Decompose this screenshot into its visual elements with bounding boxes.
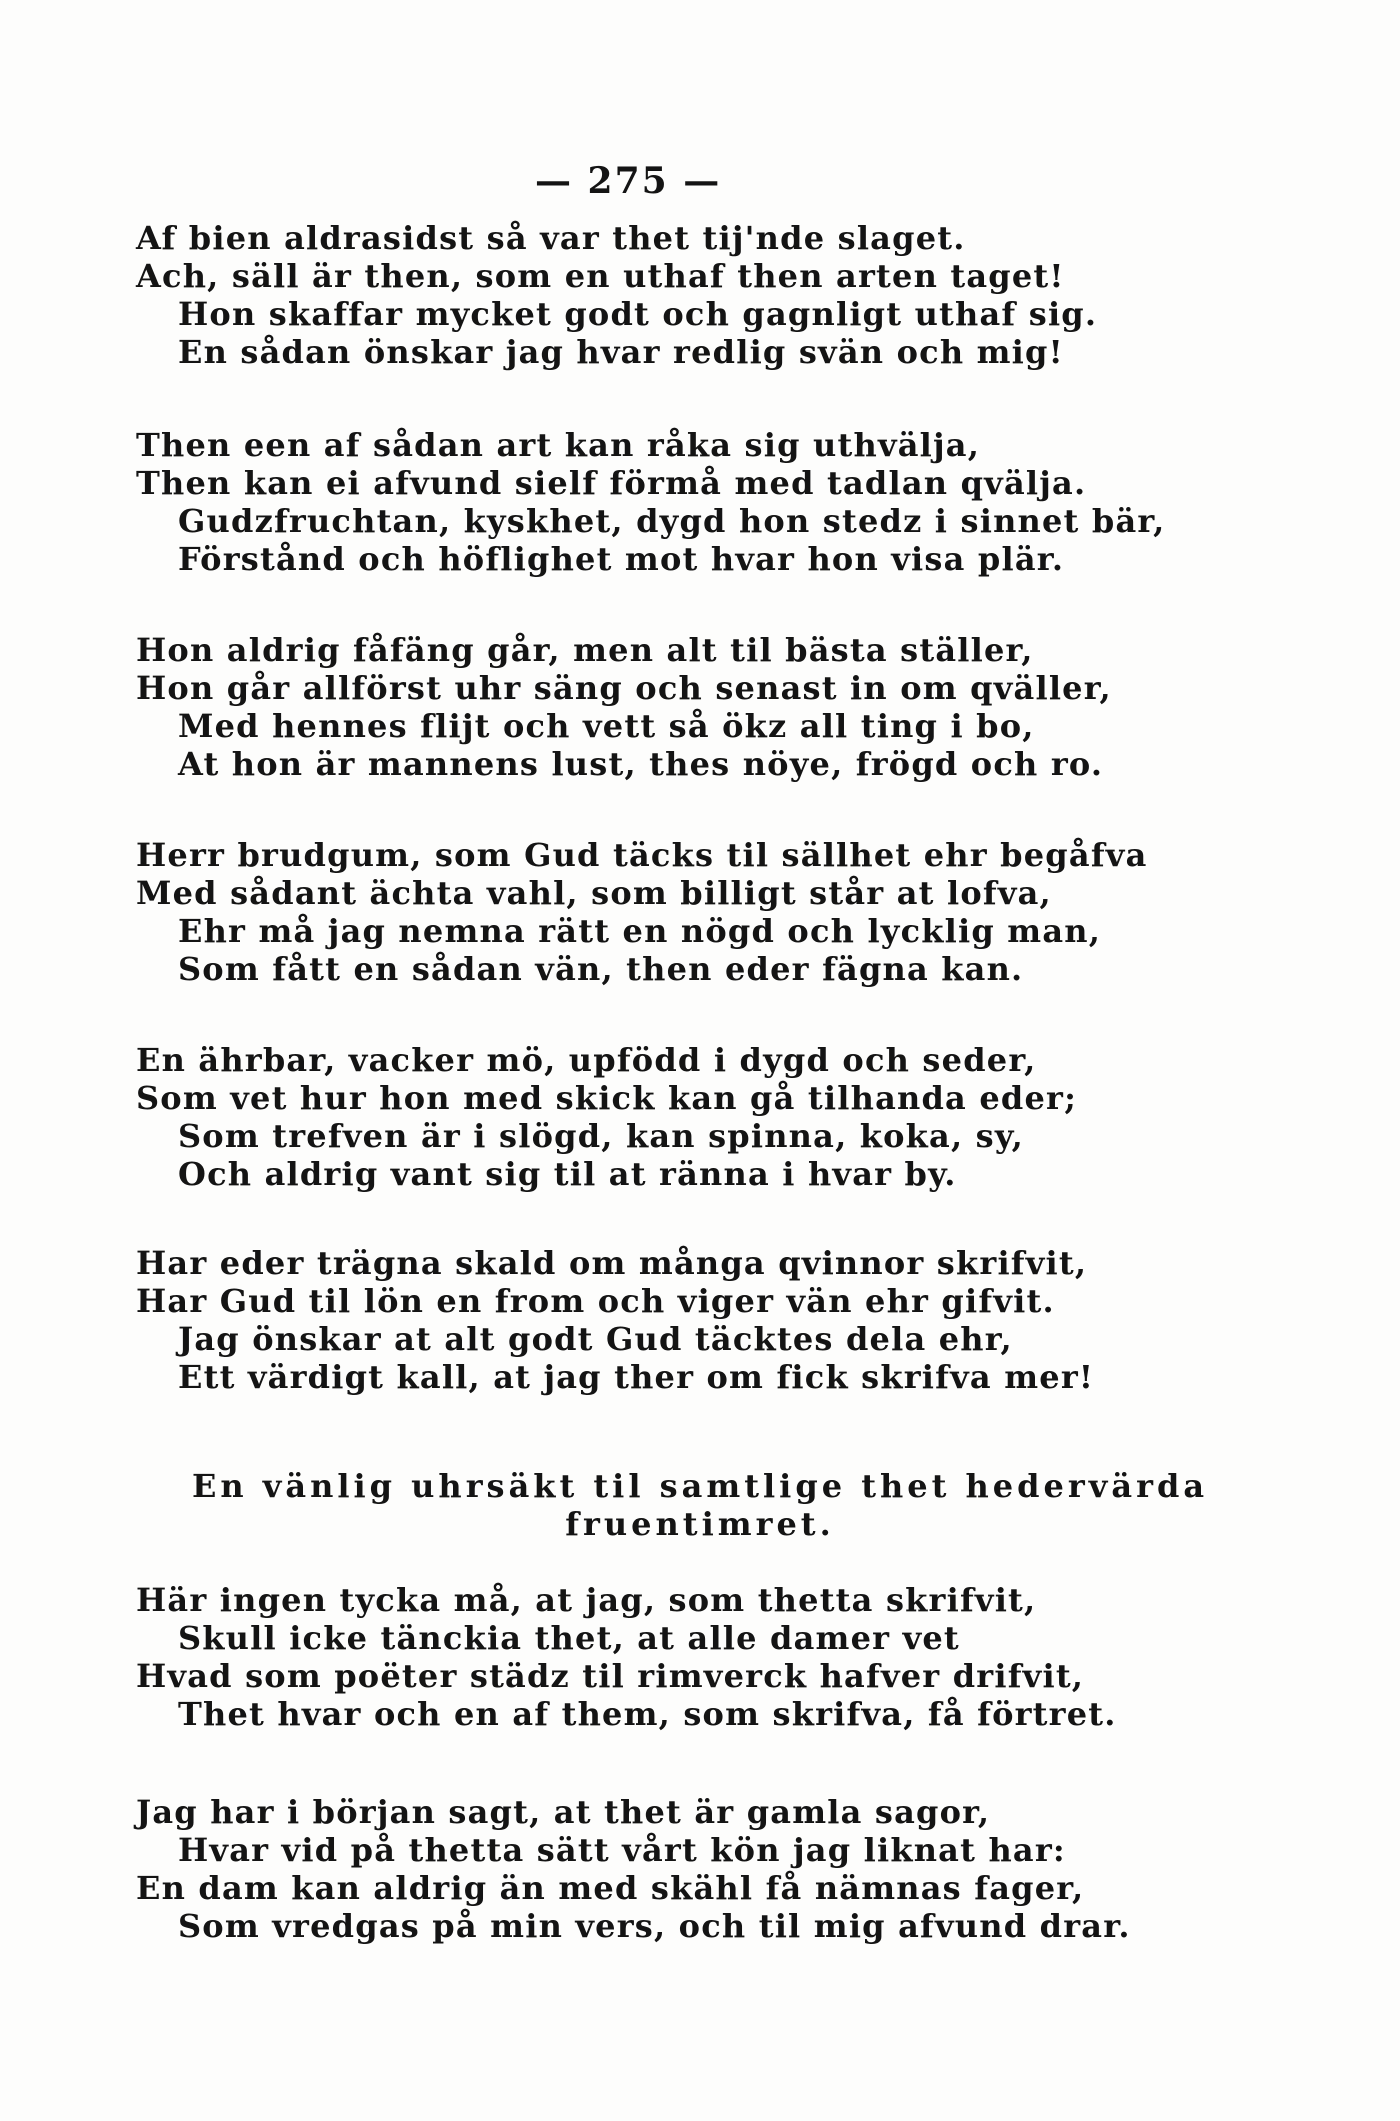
poem-line: Thet hvar och en af them, som skrifva, få förtret.	[178, 1695, 1117, 1733]
poem-line: Har eder trägna skald om många qvinnor skrifvit,	[136, 1244, 1088, 1282]
poem-line: Som vredgas på min vers, och til mig afvund drar.	[178, 1907, 1131, 1945]
poem-line: At hon är mannens lust, thes nöye, frögd och ro.	[178, 745, 1104, 783]
poem-line: Med sådant ächta vahl, som billigt står at lofva,	[136, 874, 1052, 912]
poem-line: Här ingen tycka må, at jag, som thetta skrifvit,	[136, 1581, 1037, 1619]
poem-line: Hvar vid på thetta sätt vårt kön jag liknat har:	[178, 1831, 1066, 1869]
page-number: — 275 —	[535, 160, 722, 202]
poem-line: Och aldrig vant sig til at ränna i hvar by.	[178, 1155, 957, 1193]
poem-line: Jag önskar at alt godt Gud täcktes dela ehr,	[178, 1320, 1013, 1358]
poem-line: En dam kan aldrig än med skähl få nämnas fager,	[136, 1869, 1085, 1907]
poem-line: Med hennes flijt och vett så ökz all ting i bo,	[178, 707, 1035, 745]
poem-line: Ach, säll är then, som en uthaf then arten taget!	[136, 257, 1065, 295]
section-heading: En vänlig uhrsäkt til samtlige thet hedervärda	[191, 1467, 1209, 1505]
poem-line: Gudzfruchtan, kyskhet, dygd hon stedz i sinnet bär,	[178, 502, 1166, 540]
poem-line: Som trefven är i slögd, kan spinna, koka, sy,	[178, 1117, 1024, 1155]
poem-line: Hvad som poëter städz til rimverck hafver drifvit,	[136, 1657, 1085, 1695]
poem-line: Som fått en sådan vän, then eder fägna kan.	[178, 950, 1024, 988]
poem-line: Hon går allförst uhr säng och senast in om qväller,	[136, 669, 1112, 707]
poem-line: Skull icke tänckia thet, at alle damer vet	[178, 1619, 960, 1657]
poem-line: Ehr må jag nemna rätt en nögd och lycklig man,	[178, 912, 1102, 950]
poem-line: Hon skaffar mycket godt och gagnligt uthaf sig.	[178, 295, 1098, 333]
poem-line: Förstånd och höflighet mot hvar hon visa plär.	[178, 540, 1065, 578]
poem-line: Then een af sådan art kan råka sig uthvälja,	[136, 426, 981, 464]
poem-line: Som vet hur hon med skick kan gå tilhanda eder;	[136, 1079, 1078, 1117]
poem-line: Af bien aldrasidst så var thet tij'nde slaget.	[136, 219, 966, 257]
poem-line: En sådan önskar jag hvar redlig svän och mig!	[178, 333, 1064, 371]
poem-line: Hon aldrig fåfäng går, men alt til bästa ställer,	[136, 631, 1034, 669]
poem-line: En ährbar, vacker mö, upfödd i dygd och seder,	[136, 1041, 1037, 1079]
poem-line: Har Gud til lön en from och viger vän ehr gifvit.	[136, 1282, 1055, 1320]
section-heading-continued: fruentimret.	[565, 1505, 835, 1543]
poem-line: Jag har i början sagt, at thet är gamla sagor,	[136, 1793, 991, 1831]
poem-line: Herr brudgum, som Gud täcks til sällhet ehr begåfva	[136, 836, 1148, 874]
poem-line: Ett värdigt kall, at jag ther om fick skrifva mer!	[178, 1358, 1095, 1396]
poem-line: Then kan ei afvund sielf förmå med tadlan qvälja.	[136, 464, 1087, 502]
